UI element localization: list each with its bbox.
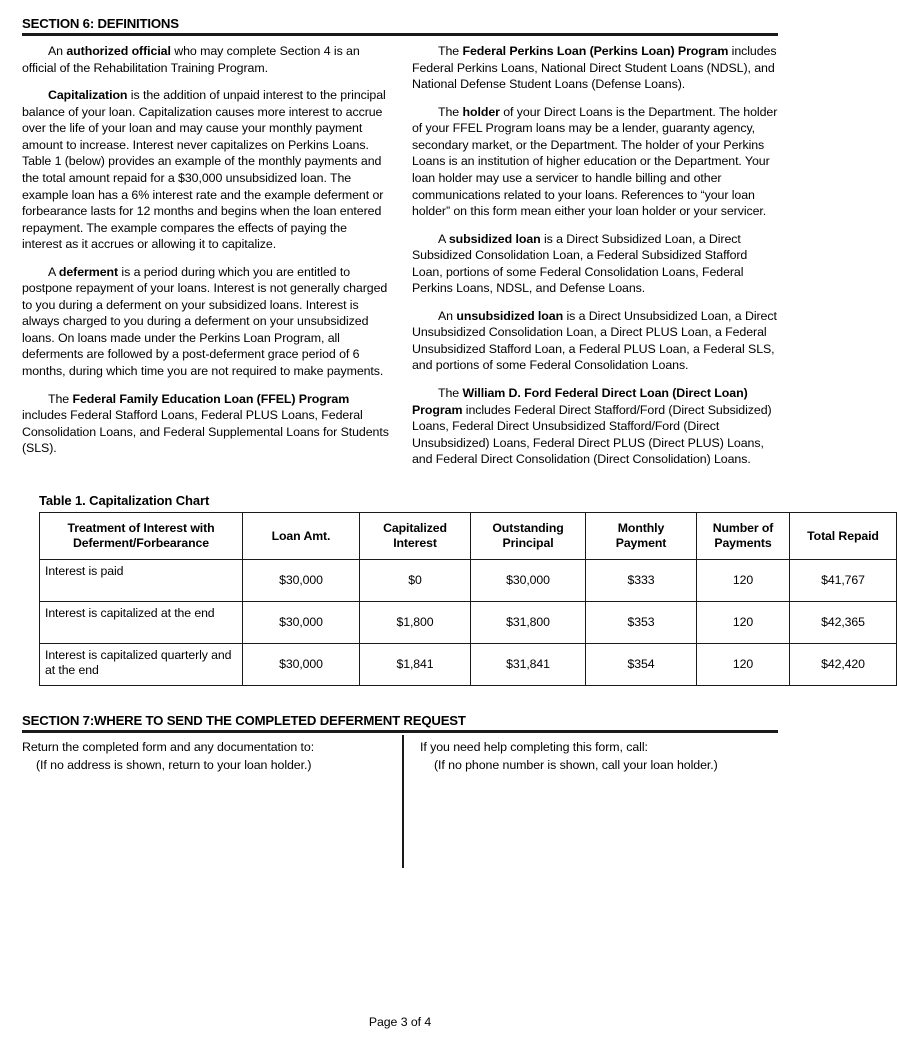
cell-number-of-payments: 120 <box>697 643 790 685</box>
paragraph-perkins-loan-program <box>412 43 780 93</box>
paragraph-holder <box>412 104 780 220</box>
section-6-header: SECTION 6: DEFINITIONS <box>22 16 778 36</box>
section-7-vertical-divider <box>402 735 404 868</box>
table-row <box>40 559 897 601</box>
left-column <box>22 43 390 479</box>
paragraph-term: Capitalization <box>48 88 128 103</box>
table-title: Table 1. Capitalization Chart <box>39 492 210 508</box>
paragraph-term: authorized official <box>66 44 171 59</box>
table-row <box>40 643 897 685</box>
header-line: Outstanding <box>492 521 564 536</box>
help-contact-note: (If no phone number is shown, call your loan holder.) <box>434 757 718 772</box>
cell-total-repaid: $41,767 <box>790 559 897 601</box>
cell-number-of-payments: 120 <box>697 559 790 601</box>
paragraph-term: subsidized loan <box>448 231 541 246</box>
header-line: Payments <box>714 535 772 550</box>
cell-loan-amount: $30,000 <box>243 559 360 601</box>
capitalization-chart-table <box>39 512 897 686</box>
paragraph-term: Federal Family Education Loan (FFEL) Program <box>72 391 350 406</box>
paragraph-term: holder <box>462 104 500 119</box>
page-footer <box>0 1015 800 1029</box>
document-page <box>0 16 879 1051</box>
paragraph-body: includes Federal Perkins Loans, National Direct Student Loans (NDSL), and National Defense Student Loans (Defense Loans). <box>412 44 777 92</box>
cell-capitalized-interest: $1,841 <box>360 643 471 685</box>
paragraph-lead: An <box>438 308 457 323</box>
table-header-row <box>40 512 897 559</box>
header-line: Loan Amt. <box>271 528 331 543</box>
help-contact-instruction: If you need help completing this form, call: <box>420 739 648 754</box>
header-line: Number of <box>712 521 774 536</box>
cell-outstanding-principal: $30,000 <box>471 559 586 601</box>
column-header-number-of-payments <box>697 512 790 559</box>
cell-treatment: Interest is paid <box>40 559 243 601</box>
header-line: Payment <box>615 535 667 550</box>
section-7-header: SECTION 7:WHERE TO SEND THE COMPLETED DEFERMENT REQUEST <box>22 713 778 733</box>
section-6-columns <box>22 43 778 479</box>
paragraph-authorized-official <box>22 43 390 76</box>
return-address-note: (If no address is shown, return to your loan holder.) <box>36 757 312 772</box>
paragraph-body: is a Direct Unsubsidized Loan, a Direct Unsubsidized Consolidation Loan, a Direct PLUS Loan, a Federal Unsubsidized Stafford Loan, a Federal PLUS Loan, a Federal SLS, and portions of some Federal Consolidation Loans. <box>412 308 777 373</box>
cell-treatment: Interest is capitalized quarterly and at the end <box>40 643 243 685</box>
column-header-total-repaid <box>790 512 897 559</box>
paragraph-body: includes Federal Direct Stafford/Ford (Direct Subsidized) Loans, Federal Direct Unsubsidized Stafford/Ford (Direct Unsubsidized) Loans, Federal Direct PLUS (Direct PLUS) Loans, and Federal Direct Consolidation (Direct Consolidation) Loans. <box>412 402 772 467</box>
paragraph-lead: A <box>438 231 449 246</box>
cell-outstanding-principal: $31,800 <box>471 601 586 643</box>
paragraph-body: is a period during which you are entitled to postpone repayment of your loans. Interest is not generally charged to you during a deferment on your subsidized loans. Interest is always charged to you during a deferment on your unsubsidized loans. On loans made under the Perkins Loan Program, all deferments are followed by a post-deferment grace period of 6 months, during which time you are not required to make payments. <box>22 264 388 379</box>
paragraph-term: Federal Perkins Loan (Perkins Loan) Program <box>462 44 729 59</box>
section-7-body <box>22 739 778 871</box>
paragraph-lead: A <box>48 264 59 279</box>
header-line: Deferment/Forbearance <box>73 535 209 550</box>
paragraph-body: of your Direct Loans is the Department. The holder of your FFEL Program loans may be a lender, guaranty agency, secondary market, or the Department. The holder of your Perkins Loans is an institution of higher education or the Department. Your loan holder may use a servicer to handle billing and other communications related to your loans. References to “your loan holder” on this form mean either your loan holder or your servicer. <box>412 104 778 219</box>
header-line: Interest <box>393 535 437 550</box>
column-header-outstanding-principal <box>471 512 586 559</box>
paragraph-lead: The <box>48 391 73 406</box>
header-line: Total Repaid <box>807 528 879 543</box>
paragraph-term: William D. Ford Federal Direct Loan (Direct Loan) Program <box>412 386 748 417</box>
cell-loan-amount: $30,000 <box>243 601 360 643</box>
paragraph-lead: The <box>438 104 463 119</box>
paragraph-term: unsubsidized loan <box>456 308 564 323</box>
paragraph-body: is the addition of unpaid interest to the principal balance of your loan. Capitalization causes more interest to accrue over the life of your loan and may cause your monthly payment amount to increase. Interest never capitalizes on Perkins Loans. Table 1 (below) provides an example of the monthly payments and the total amount repaid for a $30,000 unsubsidized loan. The example loan has a 6% interest rate and the example deferment or forbearance lasts for 12 months and begins when the loan entered repayment. The example compares the effects of paying the interest as it accrues or allowing it to capitalize. <box>22 88 386 252</box>
cell-outstanding-principal: $31,841 <box>471 643 586 685</box>
cell-monthly-payment: $333 <box>586 559 697 601</box>
header-line: Monthly <box>617 521 665 536</box>
column-header-loan-amount <box>243 512 360 559</box>
paragraph-deferment <box>22 264 390 380</box>
page-number-label: Page 3 of 4 <box>368 1015 432 1029</box>
cell-capitalized-interest: $0 <box>360 559 471 601</box>
cell-total-repaid: $42,365 <box>790 601 897 643</box>
paragraph-ffel-program <box>22 391 390 457</box>
paragraph-term: deferment <box>58 264 119 279</box>
column-header-capitalized-interest <box>360 512 471 559</box>
paragraph-unsubsidized-loan <box>412 308 780 374</box>
paragraph-direct-loan-program <box>412 385 780 468</box>
return-address-instruction: Return the completed form and any documentation to: <box>22 739 315 754</box>
header-line: Treatment of Interest with <box>67 521 215 536</box>
section-7 <box>22 713 778 871</box>
header-line: Capitalized <box>383 521 447 536</box>
cell-loan-amount: $30,000 <box>243 643 360 685</box>
paragraph-body: who may complete Section 4 is an official of the Rehabilitation Training Program. <box>22 44 360 75</box>
column-header-treatment <box>40 512 243 559</box>
cell-monthly-payment: $354 <box>586 643 697 685</box>
header-line: Principal <box>502 535 554 550</box>
paragraph-capitalization <box>22 87 390 252</box>
cell-number-of-payments: 120 <box>697 601 790 643</box>
cell-monthly-payment: $353 <box>586 601 697 643</box>
return-address-block <box>22 739 400 871</box>
column-header-monthly-payment <box>586 512 697 559</box>
paragraph-lead: The <box>438 386 463 401</box>
cell-capitalized-interest: $1,800 <box>360 601 471 643</box>
help-contact-block <box>400 739 778 871</box>
cell-treatment: Interest is capitalized at the end <box>40 601 243 643</box>
paragraph-body: includes Federal Stafford Loans, Federal PLUS Loans, Federal Consolidation Loans, and Federal Supplemental Loans for Students (SLS). <box>22 408 389 456</box>
paragraph-lead: An <box>48 44 67 59</box>
table-head <box>40 512 897 559</box>
right-column <box>412 43 780 479</box>
cell-total-repaid: $42,420 <box>790 643 897 685</box>
table-body <box>40 559 897 685</box>
paragraph-subsidized-loan <box>412 231 780 297</box>
paragraph-lead: The <box>438 44 463 59</box>
paragraph-body: is a Direct Subsidized Loan, a Direct Subsidized Consolidation Loan, a Federal Subsidized Stafford Loan, portions of some Federal Consolidation Loans, Federal Perkins Loans, NDSL, and Defense Loans. <box>412 231 748 296</box>
table-row <box>40 601 897 643</box>
